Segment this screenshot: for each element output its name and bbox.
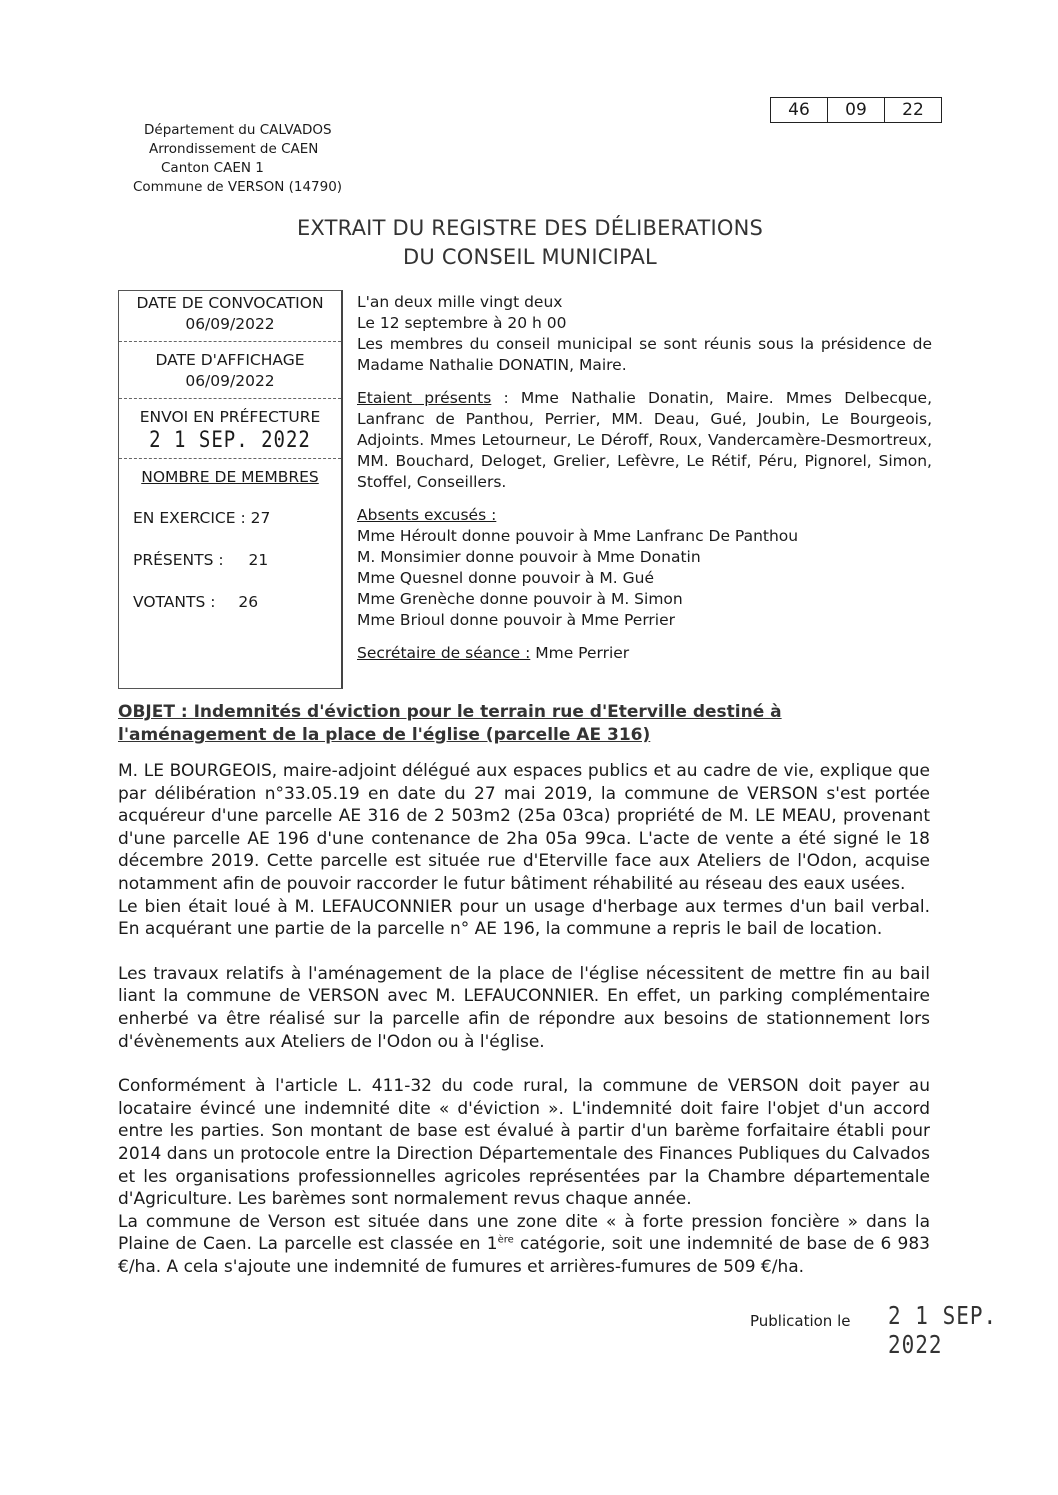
reference-month: 09 bbox=[828, 98, 885, 122]
convocation-section bbox=[119, 291, 341, 342]
session-details bbox=[357, 292, 932, 664]
session-intro: Les membres du conseil municipal se sont réunis sous la présidence de Madame Nathalie DONATIN, Maire. bbox=[357, 335, 932, 374]
title-line-1: EXTRAIT DU REGISTRE DES DÉLIBERATIONS bbox=[296, 216, 764, 240]
commune: Commune de VERSON (14790) bbox=[133, 179, 343, 195]
meeting-info-box bbox=[118, 290, 343, 689]
absent-item: M. Monsimier donne pouvoir à Mme Donatin bbox=[357, 548, 701, 566]
reference-box bbox=[770, 97, 942, 123]
exercice-count: EN EXERCICE : 27 bbox=[133, 509, 271, 527]
body-paragraph-4: Conformément à l'article L. 411-32 du code rural, la commune de VERSON doit payer au locataire évincé une indemnité dite « d'éviction ». L'indemnité doit faire l'objet d'un accord entre les parties. Son montant de base est évalué à partir d'un barème forfaitaire établi pour 2014 dans un protocole entre la Direction Départementale des Finances Publiques du Calvados et les organisations professionnelles agricoles représentées par la Chambre départementale d'Agriculture. Les barèmes sont normalement revus chaque année. bbox=[118, 1076, 930, 1210]
secretaire-line bbox=[357, 643, 932, 664]
session-date: Le 12 septembre à 20 h 00 bbox=[357, 314, 567, 332]
publication-date-stamp: 2 1 SEP. 2022 bbox=[888, 1301, 998, 1359]
canton: Canton CAEN 1 bbox=[161, 160, 264, 176]
convocation-date: 06/09/2022 bbox=[185, 315, 275, 333]
convocation-label: DATE DE CONVOCATION bbox=[136, 294, 324, 312]
administrative-header bbox=[120, 121, 380, 197]
votants-label: VOTANTS : bbox=[133, 593, 216, 611]
reference-number: 46 bbox=[771, 98, 828, 122]
deliberation-body bbox=[118, 760, 930, 1278]
body-paragraph-1: M. LE BOURGEOIS, maire-adjoint délégué aux espaces publics et au cadre de vie, explique que par délibération n°33.05.19 en date du 27 mai 2019, la commune de VERSON s'est portée acquéreur d'une parcelle AE 316 de 2 503m2 (25a 03ca) propriété de M. LE MEAU, provenant d'une parcelle AE 196 d'une contenance de 2ha 05a 99ca. L'acte de vente a été signé le 18 décembre 2019. Cette parcelle est située rue d'Eterville face aux Ateliers de l'Odon, acquise notamment afin de pouvoir raccorder le futur bâtiment réhabilité au réseau des eaux usées. bbox=[118, 761, 930, 894]
votants-count bbox=[119, 591, 341, 613]
body-paragraph-5-end: catégorie, soit une indemnité de base de 6 983 €/ha. A cela s'ajoute une indemnité de fumures et arrières-fumures de 509 €/ha. bbox=[118, 1234, 930, 1277]
presents-list: : Mme Nathalie Donatin, Maire. Mmes Delbecque, Lanfranc de Panthou, Perrier, MM. Deau, Gué, Joubin, Le Bourgeois, Adjoints. Mmes Letourneur, Le Déroff, Roux, Vandercamère-Desmortreux, MM. Bouchard, Deloget, Grelier, Lefèvre, Le Rétif, Péru, Pignorel, Simon, Stoffel, Conseillers. bbox=[357, 389, 932, 491]
deliberation-subject: OBJET : Indemnités d'éviction pour le terrain rue d'Eterville destiné à l'aménagement de la place de l'église (parcelle AE 316) bbox=[118, 702, 782, 745]
secretaire-name: Mme Perrier bbox=[530, 644, 630, 662]
reference-year: 22 bbox=[902, 100, 924, 120]
arrondissement: Arrondissement de CAEN bbox=[149, 141, 319, 157]
presents-count bbox=[119, 549, 341, 571]
prefecture-date-stamp: 2 1 SEP. 2022 bbox=[149, 427, 311, 453]
absents-heading: Absents excusés : bbox=[357, 506, 497, 524]
affichage-section bbox=[119, 342, 341, 399]
presents-label: PRÉSENTS : bbox=[133, 551, 224, 569]
departement: Département du CALVADOS bbox=[144, 122, 332, 138]
prefecture-section bbox=[119, 399, 341, 459]
members-title: NOMBRE DE MEMBRES bbox=[141, 468, 319, 486]
secretaire-heading: Secrétaire de séance : bbox=[357, 644, 531, 662]
body-paragraph-5-start: La commune de Verson est située dans une zone dite « à forte pression foncière » dans la Plaine de Caen. La parcelle est classée en 1 bbox=[118, 1211, 930, 1255]
prefecture-label: ENVOI EN PRÉFECTURE bbox=[139, 408, 321, 426]
absent-item: Mme Héroult donne pouvoir à Mme Lanfranc De Panthou bbox=[357, 527, 799, 545]
body-paragraph-3: Les travaux relatifs à l'aménagement de la place de l'église nécessitent de mettre fin au bail liant la commune de VERSON avec M. LEFAUCONNIER. En effet, un parking complémentaire enherbé va être réalisé sur la parcelle afin de répondre aux besoins de stationnement lors d'évènements aux Ateliers de l'Odon ou à l'église. bbox=[118, 963, 930, 1052]
presents-heading: Etaient présents bbox=[357, 389, 492, 407]
presents-paragraph bbox=[357, 388, 932, 493]
body-paragraph-2: Le bien était loué à M. LEFAUCONNIER pour un usage d'herbage aux termes d'un bail verbal. En acquérant une partie de la parcelle n° AE 196, la commune a repris le bail de location. bbox=[118, 896, 930, 940]
document-title bbox=[200, 214, 860, 272]
title-line-2: DU CONSEIL MUNICIPAL bbox=[403, 245, 657, 269]
ordinal-superscript: ère bbox=[497, 1234, 514, 1246]
affichage-date: 06/09/2022 bbox=[185, 372, 275, 390]
affichage-label: DATE D'AFFICHAGE bbox=[155, 351, 305, 369]
presents-value: 21 bbox=[248, 551, 269, 569]
session-year: L'an deux mille vingt deux bbox=[357, 293, 563, 311]
body-paragraph-5 bbox=[118, 1211, 930, 1279]
absent-item: Mme Brioul donne pouvoir à Mme Perrier bbox=[357, 611, 676, 629]
absent-item: Mme Grenèche donne pouvoir à M. Simon bbox=[357, 590, 683, 608]
votants-value: 26 bbox=[238, 593, 259, 611]
absent-item: Mme Quesnel donne pouvoir à M. Gué bbox=[357, 569, 655, 587]
publication-label: Publication le bbox=[750, 1312, 851, 1330]
